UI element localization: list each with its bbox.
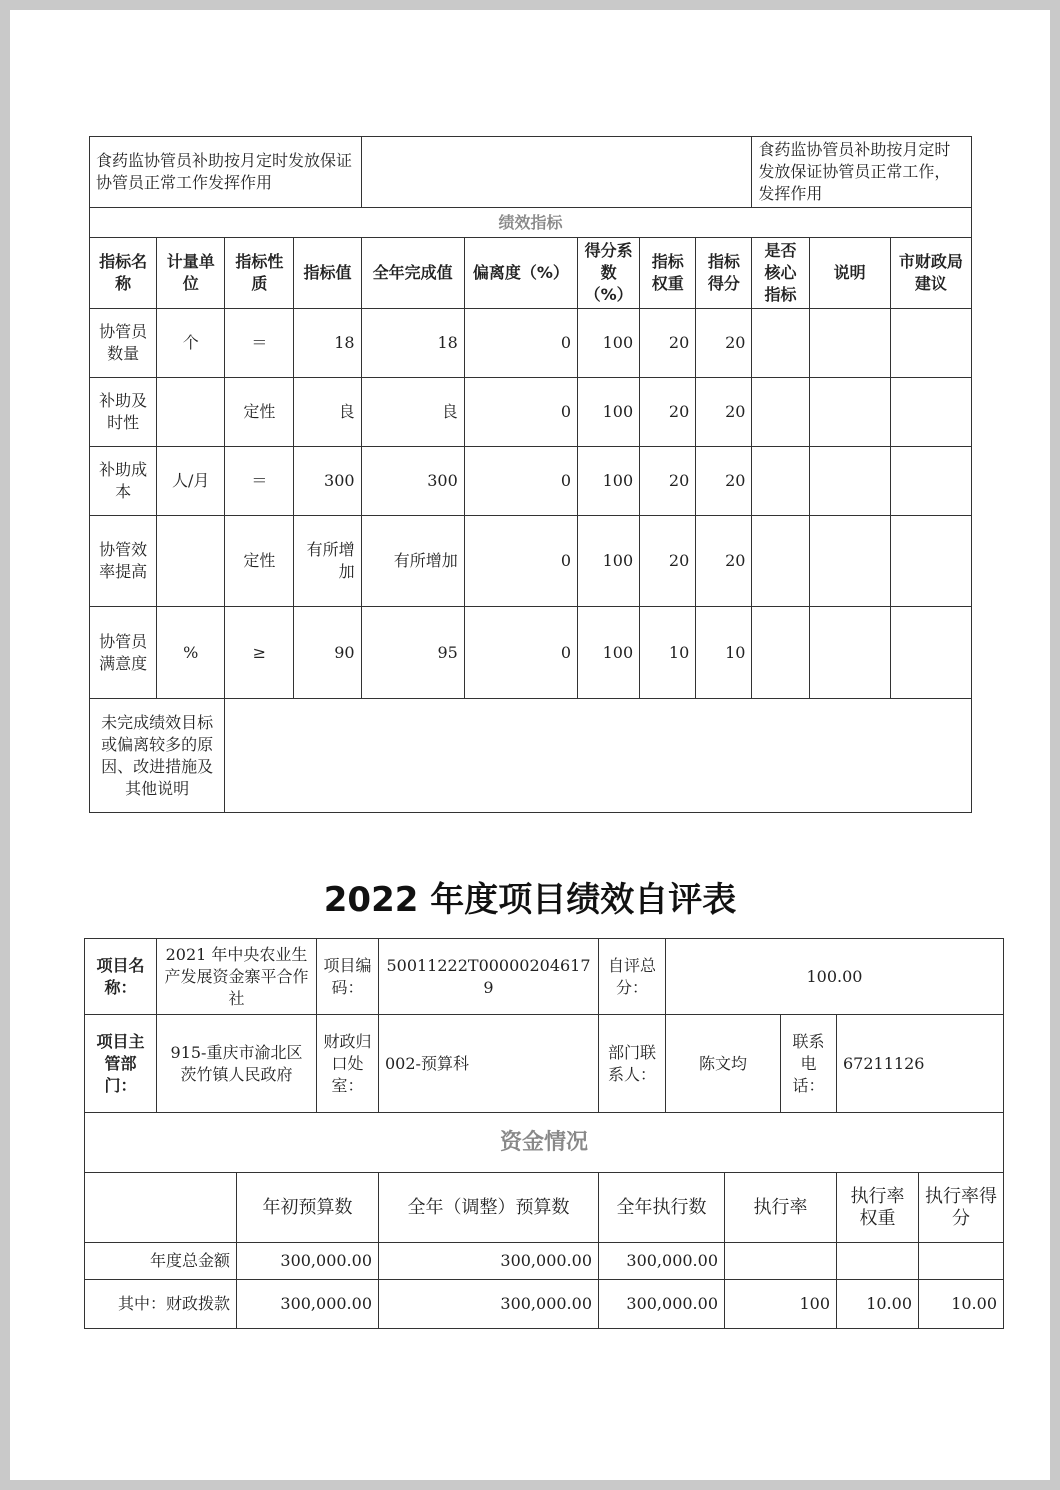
header-weight: 指标权重 [640, 238, 696, 309]
row-unit: % [157, 607, 225, 699]
row-coefficient: 100 [578, 607, 640, 699]
row-nature: ＝ [225, 447, 294, 516]
row-score: 20 [696, 378, 752, 447]
fund-row-initial: 300,000.00 [237, 1243, 379, 1280]
row-unit [157, 516, 225, 607]
row-target: 有所增加 [294, 516, 361, 607]
row-deviation: 0 [464, 309, 577, 378]
table-row [90, 447, 972, 516]
row-suggestion [890, 516, 971, 607]
row-name: 补助成本 [90, 447, 157, 516]
fund-row-label: 其中：财政拨款 [85, 1280, 237, 1329]
row-core [752, 516, 809, 607]
note-content [225, 699, 972, 813]
fund-row-executed: 300,000.00 [599, 1280, 725, 1329]
fund-header-score: 执行率得分 [919, 1173, 1004, 1243]
fund-header-rate: 执行率 [725, 1173, 837, 1243]
row-name: 补助及时性 [90, 378, 157, 447]
contact-label: 部门联系人： [599, 1015, 666, 1113]
header-indicator-name: 指标名称 [90, 238, 157, 309]
row-remark [809, 309, 890, 378]
row-unit: 人/月 [157, 447, 225, 516]
row-nature: ≥ [225, 607, 294, 699]
row-coefficient: 100 [578, 447, 640, 516]
goal-description: 食药监协管员补助按月定时发放保证协管员正常工作发挥作用 [90, 137, 362, 208]
header-coefficient: 得分系数（%） [578, 238, 640, 309]
row-target: 90 [294, 607, 361, 699]
project-table [84, 938, 1004, 1329]
fund-row-score: 10.00 [919, 1280, 1004, 1329]
row-nature: ＝ [225, 309, 294, 378]
fund-row-adjusted: 300,000.00 [379, 1280, 599, 1329]
fund-row-rate: 100 [725, 1280, 837, 1329]
header-core: 是否核心指标 [752, 238, 809, 309]
row-suggestion [890, 607, 971, 699]
self-score-label: 自评总分： [599, 939, 666, 1015]
row-nature: 定性 [225, 378, 294, 447]
fund-row-score [919, 1243, 1004, 1280]
row-score: 20 [696, 516, 752, 607]
row-weight: 20 [640, 447, 696, 516]
office-label: 财政归口处室： [317, 1015, 379, 1113]
goal-result: 食药监协管员补助按月定时发放保证协管员正常工作，发挥作用 [752, 137, 972, 208]
row-coefficient: 100 [578, 309, 640, 378]
row-suggestion [890, 309, 971, 378]
section-funding: 资金情况 [85, 1113, 1004, 1173]
row-unit: 个 [157, 309, 225, 378]
row-nature: 定性 [225, 516, 294, 607]
row-score: 20 [696, 309, 752, 378]
fund-row-label: 年度总金额 [85, 1243, 237, 1280]
row-deviation: 0 [464, 607, 577, 699]
row-weight: 20 [640, 516, 696, 607]
project-name: 2021 年中央农业生产发展资金寨平合作社 [157, 939, 317, 1015]
header-remark: 说明 [809, 238, 890, 309]
fund-header-blank [85, 1173, 237, 1243]
table-row [90, 516, 972, 607]
office: 002-预算科 [379, 1015, 599, 1113]
row-actual: 良 [361, 378, 464, 447]
row-suggestion [890, 378, 971, 447]
section-performance-indicators: 绩效指标 [90, 208, 972, 238]
phone-label: 联系电话： [781, 1015, 837, 1113]
fund-row-initial: 300,000.00 [237, 1280, 379, 1329]
department: 915-重庆市渝北区茨竹镇人民政府 [157, 1015, 317, 1113]
row-weight: 20 [640, 378, 696, 447]
table-row [90, 378, 972, 447]
header-deviation: 偏离度（%） [464, 238, 577, 309]
row-actual: 300 [361, 447, 464, 516]
row-score: 10 [696, 607, 752, 699]
row-remark [809, 607, 890, 699]
table-row [85, 1243, 1004, 1280]
fund-header-adjusted: 全年（调整）预算数 [379, 1173, 599, 1243]
header-suggestion: 市财政局建议 [890, 238, 971, 309]
row-actual: 18 [361, 309, 464, 378]
row-remark [809, 516, 890, 607]
row-name: 协管员数量 [90, 309, 157, 378]
row-name: 协管员满意度 [90, 607, 157, 699]
phone: 67211126 [837, 1015, 1004, 1113]
fund-row-weight [837, 1243, 919, 1280]
row-deviation: 0 [464, 378, 577, 447]
fund-row-executed: 300,000.00 [599, 1243, 725, 1280]
row-core [752, 447, 809, 516]
fund-row-adjusted: 300,000.00 [379, 1243, 599, 1280]
performance-table [89, 136, 972, 813]
header-nature: 指标性质 [225, 238, 294, 309]
fund-row-rate [725, 1243, 837, 1280]
self-score: 100.00 [666, 939, 1004, 1015]
row-suggestion [890, 447, 971, 516]
row-core [752, 309, 809, 378]
fund-header-weight: 执行率权重 [837, 1173, 919, 1243]
row-name: 协管效率提高 [90, 516, 157, 607]
row-actual: 有所增加 [361, 516, 464, 607]
row-weight: 20 [640, 309, 696, 378]
table-row [90, 309, 972, 378]
row-score: 20 [696, 447, 752, 516]
row-coefficient: 100 [578, 378, 640, 447]
row-remark [809, 447, 890, 516]
contact: 陈文均 [666, 1015, 781, 1113]
fund-header-initial: 年初预算数 [237, 1173, 379, 1243]
row-actual: 95 [361, 607, 464, 699]
row-remark [809, 378, 890, 447]
header-unit: 计量单位 [157, 238, 225, 309]
row-weight: 10 [640, 607, 696, 699]
row-deviation: 0 [464, 516, 577, 607]
row-target: 良 [294, 378, 361, 447]
header-target: 指标值 [294, 238, 361, 309]
header-score: 指标得分 [696, 238, 752, 309]
project-name-label: 项目名称： [85, 939, 157, 1015]
table-row [85, 1280, 1004, 1329]
row-unit [157, 378, 225, 447]
goal-blank [361, 137, 752, 208]
row-deviation: 0 [464, 447, 577, 516]
project-code-label: 项目编码： [317, 939, 379, 1015]
table-row [90, 607, 972, 699]
fund-row-weight: 10.00 [837, 1280, 919, 1329]
row-target: 300 [294, 447, 361, 516]
header-actual: 全年完成值 [361, 238, 464, 309]
row-target: 18 [294, 309, 361, 378]
row-core [752, 607, 809, 699]
row-core [752, 378, 809, 447]
row-coefficient: 100 [578, 516, 640, 607]
note-label: 未完成绩效目标或偏离较多的原因、改进措施及其他说明 [90, 699, 225, 813]
page-title: 2022 年度项目绩效自评表 [323, 880, 737, 920]
project-code: 50011222T000002046179 [379, 939, 599, 1015]
fund-header-executed: 全年执行数 [599, 1173, 725, 1243]
department-label: 项目主管部门： [85, 1015, 157, 1113]
